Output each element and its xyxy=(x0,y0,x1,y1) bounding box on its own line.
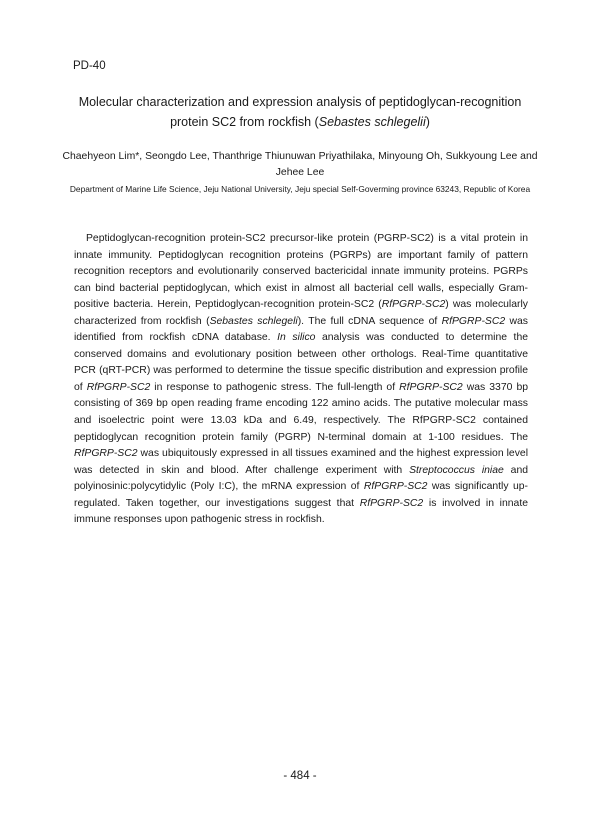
abstract-text: was ubiquitously expressed in all tissues examined and the highest expression level was detected in skin and blood. After challenge experiment with xyxy=(74,448,528,476)
page-number: - 484 - xyxy=(283,770,317,782)
species-name: Sebastes schlegeli xyxy=(209,315,298,327)
affiliation: Department of Marine Life Science, Jeju National University, Jeju special Self-Goverming province 63243, Republic of Korea xyxy=(69,184,531,194)
in-silico-term: In silico xyxy=(277,332,316,344)
title-text: Molecular characterization and expression analysis of peptidoglycan-recognition protein SC2 from rockfish ( xyxy=(78,95,522,129)
abstract-code: PD-40 xyxy=(73,60,106,72)
paper-title xyxy=(60,92,540,132)
author-list: Chaehyeon Lim*, Seongdo Lee, Thanthrige Thiunuwan Priyathilaka, Minyoung Oh, Sukkyoung Lee and Jehee Lee xyxy=(62,151,538,178)
abstract-text: ) was molecularly characterized from rockfish ( xyxy=(74,299,528,327)
abstract-text: ). The full cDNA sequence of xyxy=(297,315,442,327)
abstract-body xyxy=(74,231,528,529)
title-species: Sebastes schlegelii xyxy=(318,115,426,129)
abstract-text: was identified from rockfish cDNA database. xyxy=(74,315,528,344)
title-close: ) xyxy=(425,115,430,129)
gene-name: RfPGRP-SC2 xyxy=(399,381,463,393)
abstract-text: Peptidoglycan-recognition protein-SC2 precursor-like protein (PGRP-SC2) is a vital protein in innate immunity. Peptidoglycan recognition proteins (PGRPs) are important family of pattern recognition receptors and evolutionarily conserved bactericidal innate immunity proteins. PGRPs can bind bacterial peptidoglycan, which exist in almost all bacterial cell walls, especially Gram-positive bacteria. Herein, Peptidoglycan-recognition protein-SC2 ( xyxy=(74,233,528,311)
gene-name: RfPGRP-SC2 xyxy=(441,315,506,327)
gene-name: RfPGRP-SC2 xyxy=(381,299,446,311)
gene-name: RfPGRP-SC2 xyxy=(363,481,428,493)
abstract-text: and polyinosinic:polycytidylic (Poly I:C), the mRNA expression of xyxy=(74,464,528,493)
species-name: Streptococcus iniae xyxy=(409,464,504,476)
abstract-text: was significantly up-regulated. Taken together, our investigations suggest that xyxy=(74,481,528,509)
abstract-text: is involved in innate immune responses upon pathogenic stress in rockfish. xyxy=(74,497,528,526)
gene-name: RfPGRP-SC2 xyxy=(359,497,424,509)
gene-name: RfPGRP-SC2 xyxy=(74,448,138,460)
abstract-text: in response to pathogenic stress. The full-length of xyxy=(150,381,400,393)
abstract-text: analysis was conducted to determine the conserved domains and evolutionary position between other orthologs. Real-Time quantitative PCR (qRT-PCR) was performed to determine the tissue specific distribution and expression profile of xyxy=(74,332,529,393)
gene-name: RfPGRP-SC2 xyxy=(86,381,151,393)
abstract-text: was 3370 bp consisting of 369 bp open reading frame encoding 122 amino acids. The putative molecular mass and isoelectric point were 13.03 kDa and 6.49, respectively. The RfPGRP-SC2 contained peptidoglycan recognition protein family (PGRP) N-terminal domain at 1-100 residues. The xyxy=(74,381,528,443)
